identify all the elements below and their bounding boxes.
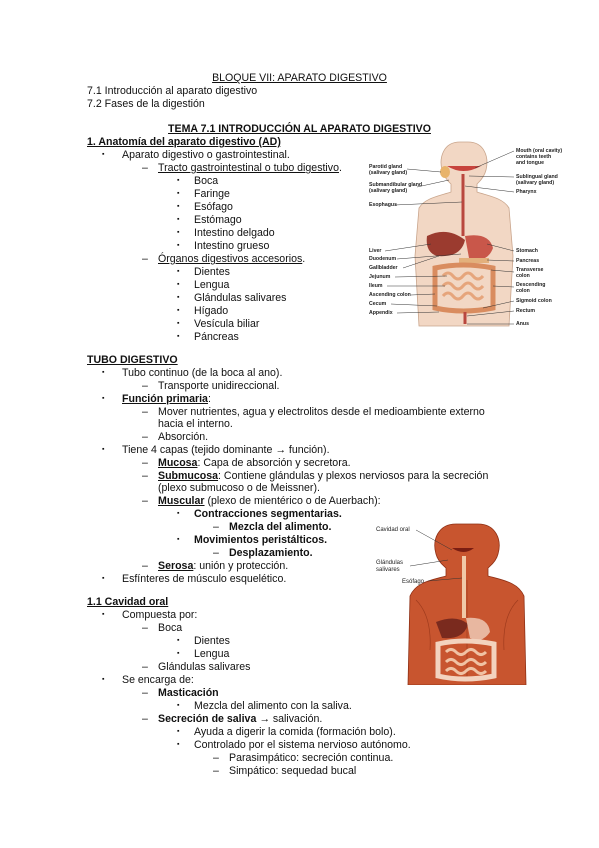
label-duodenum: Duodenum: [369, 256, 397, 262]
label-mouth: Mouth (oral cavity): [516, 148, 563, 154]
bullet-glyph: ▪: [177, 281, 180, 288]
label-mouth-sub2: and tongue: [516, 160, 544, 166]
list-item: Páncreas: [194, 331, 239, 343]
bullet-glyph: ▪: [177, 203, 180, 210]
bullet-glyph: ▪: [102, 611, 105, 618]
tube-item-1-sub: Transporte unidireccional.: [158, 380, 280, 392]
dash-glyph: –: [142, 622, 148, 634]
list-item: Glándulas salivares: [194, 292, 287, 304]
label-parotid-sub: (salivary gland): [369, 170, 408, 176]
bullet-glyph: ▪: [177, 216, 180, 223]
dash-glyph: –: [142, 687, 148, 699]
bullet-glyph: ▪: [102, 575, 105, 582]
bullet-glyph: ▪: [177, 190, 180, 197]
dash-glyph: –: [142, 470, 148, 482]
dash-glyph: –: [142, 560, 148, 572]
oral-cavity-diagram: [372, 520, 532, 685]
peristaltic: Movimientos peristálticos.: [194, 534, 328, 546]
bullet-glyph: ▪: [177, 728, 180, 735]
label-submandibular-sub: (salivary gland): [369, 188, 408, 194]
submucosa-line: Submucosa: Contiene glándulas y plexos nerviosos para la secreción: [158, 470, 489, 482]
digestive-system-diagram: [365, 136, 570, 336]
list-item: Lengua: [194, 648, 230, 660]
list-item: Dientes: [194, 266, 230, 278]
bullet-glyph: ▪: [177, 702, 180, 709]
layers-intro: Tiene 4 capas (tejido dominante → función).: [122, 444, 330, 456]
label-anus: Anus: [516, 321, 529, 327]
label-jejunum: Jejunum: [369, 274, 391, 280]
dash-glyph: –: [213, 521, 219, 533]
bullet-glyph: ▪: [177, 741, 180, 748]
label-parotid: Parotid gland: [369, 164, 403, 170]
oral-glands: Glándulas salivares: [158, 661, 251, 673]
function-sub-2: Absorción.: [158, 431, 209, 443]
label-appendix: Appendix: [369, 310, 393, 316]
dash-glyph: –: [142, 495, 148, 507]
pancreas-shape: [459, 258, 489, 263]
saliva-sub-1: Ayuda a digerir la comida (formación bolo).: [194, 726, 396, 738]
bullet-glyph: ▪: [177, 229, 180, 236]
label-pharynx: Pharynx: [516, 189, 537, 195]
mucosa-line: Mucosa: Capa de absorción y secretora.: [158, 457, 351, 469]
dash-glyph: –: [213, 752, 219, 764]
tube-heading: TUBO DIGESTIVO: [87, 354, 178, 366]
bullet-glyph: ▪: [177, 294, 180, 301]
toc-item-2: 7.2 Fases de la digestión: [87, 98, 205, 110]
oral-boca: Boca: [158, 622, 183, 634]
bullet-glyph: ▪: [102, 369, 105, 376]
bullet-glyph: ▪: [177, 177, 180, 184]
function-line: Función primaria:: [122, 393, 211, 405]
label-gallbladder: Gallbladder: [369, 265, 398, 271]
mastication-sub: Mezcla del alimento con la saliva.: [194, 700, 352, 712]
list-item: Faringe: [194, 188, 230, 200]
mastication: Masticación: [158, 687, 219, 699]
list-item: Boca: [194, 175, 219, 187]
toc-item-1: 7.1 Introducción al aparato digestivo: [87, 85, 258, 97]
accessory-label-line: Órganos digestivos accesorios.: [158, 253, 306, 265]
arrow-icon: →: [275, 444, 286, 456]
list-item: Intestino delgado: [194, 227, 275, 239]
list-item: Lengua: [194, 279, 230, 291]
bullet-glyph: ▪: [177, 333, 180, 340]
bullet-glyph: ▪: [102, 151, 105, 158]
label-rectum: Rectum: [516, 308, 536, 314]
label-cecum: Cecum: [369, 301, 387, 307]
bullet-glyph: ▪: [177, 320, 180, 327]
label-sigmoid: Sigmoid colon: [516, 298, 552, 304]
tube-item-1: Tubo continuo (de la boca al ano).: [122, 367, 283, 379]
list-item: Intestino grueso: [194, 240, 270, 252]
label-cavidad-oral: Cavidad oral: [376, 527, 410, 533]
bullet-glyph: ▪: [177, 650, 180, 657]
block-title: BLOQUE VII: APARATO DIGESTIVO: [212, 72, 387, 84]
label-salivares: salivares: [376, 567, 400, 573]
peristaltic-sub: Desplazamiento.: [229, 547, 313, 559]
arrow-icon: →: [259, 713, 270, 725]
dash-glyph: –: [142, 380, 148, 392]
label-esofago: Esófago: [402, 579, 425, 585]
list-item: Hígado: [194, 305, 229, 317]
list-item: Vesícula biliar: [194, 318, 260, 330]
muscular-line: Muscular (plexo de mientérico o de Auerbach):: [158, 495, 381, 507]
parotid-gland-shape: [440, 166, 450, 178]
label-stomach: Stomach: [516, 248, 538, 254]
label-mouth-sub1: contains teeth: [516, 154, 552, 160]
label-descending-sub: colon: [516, 288, 530, 294]
label-descending: Descending: [516, 282, 546, 288]
bullet-glyph: ▪: [177, 242, 180, 249]
s1-item: Aparato digestivo o gastrointestinal.: [122, 149, 290, 161]
oral-heading: 1.1 Cavidad oral: [87, 596, 169, 608]
label-esophagus: Esophagus: [369, 202, 397, 208]
dash-glyph: –: [213, 765, 219, 777]
list-item: Esófago: [194, 201, 233, 213]
oral-handles: Se encarga de:: [122, 674, 194, 686]
label-sublingual: Sublingual gland: [516, 174, 558, 180]
label-glandulas: Glándulas: [376, 560, 404, 566]
serosa-line: Serosa: unión y protección.: [158, 560, 289, 572]
dash-glyph: –: [142, 406, 148, 418]
contractions: Contracciones segmentarias.: [194, 508, 342, 520]
submucosa-line-2: (plexo submucoso o de Meissner).: [158, 482, 320, 494]
dash-glyph: –: [213, 547, 219, 559]
bullet-glyph: ▪: [177, 268, 180, 275]
saliva-sub-2: Controlado por el sistema nervioso autónomo.: [194, 739, 411, 751]
label-pancreas: Pancreas: [516, 258, 540, 264]
dash-glyph: –: [142, 431, 148, 443]
theme-title: TEMA 7.1 INTRODUCCIÓN AL APARATO DIGESTIVO: [168, 123, 431, 135]
function-sub-1b: hacia el interno.: [158, 418, 233, 430]
bullet-glyph: ▪: [177, 536, 180, 543]
dash-glyph: –: [142, 457, 148, 469]
label-submandibular: Submandibular gland: [369, 182, 423, 188]
contractions-sub: Mezcla del alimento.: [229, 521, 332, 533]
label-liver: Liver: [369, 248, 382, 254]
dash-glyph: –: [142, 162, 148, 174]
bullet-glyph: ▪: [177, 637, 180, 644]
label-ileum: Ileum: [369, 283, 383, 289]
label-sublingual-sub: (salivary gland): [516, 180, 555, 186]
section-1-heading: 1. Anatomía del aparato digestivo (AD): [87, 136, 281, 148]
label-ascending-colon: Ascending colon: [369, 292, 411, 298]
list-item: Dientes: [194, 635, 230, 647]
oral-composed: Compuesta por:: [122, 609, 198, 621]
saliva-line: Secreción de saliva → salivación.: [158, 713, 323, 725]
bullet-glyph: ▪: [177, 510, 180, 517]
bullet-glyph: ▪: [177, 307, 180, 314]
label-transverse-sub: colon: [516, 273, 530, 279]
list-item: Estómago: [194, 214, 242, 226]
bullet-glyph: ▪: [102, 446, 105, 453]
parasympathetic: Parasimpático: secreción continua.: [229, 752, 394, 764]
bullet-glyph: ▪: [102, 676, 105, 683]
function-sub-1a: Mover nutrientes, agua y electrolitos desde el medioambiente externo: [158, 406, 485, 418]
label-transverse: Transverse: [516, 267, 544, 273]
sphincters: Esfínteres de músculo esquelético.: [122, 573, 287, 585]
tract-label-line: Tracto gastrointestinal o tubo digestivo.: [158, 162, 342, 174]
dash-glyph: –: [142, 253, 148, 265]
sympathetic: Simpático: sequedad bucal: [229, 765, 357, 777]
dash-glyph: –: [142, 661, 148, 673]
dash-glyph: –: [142, 713, 148, 725]
bullet-glyph: ▪: [102, 395, 105, 402]
